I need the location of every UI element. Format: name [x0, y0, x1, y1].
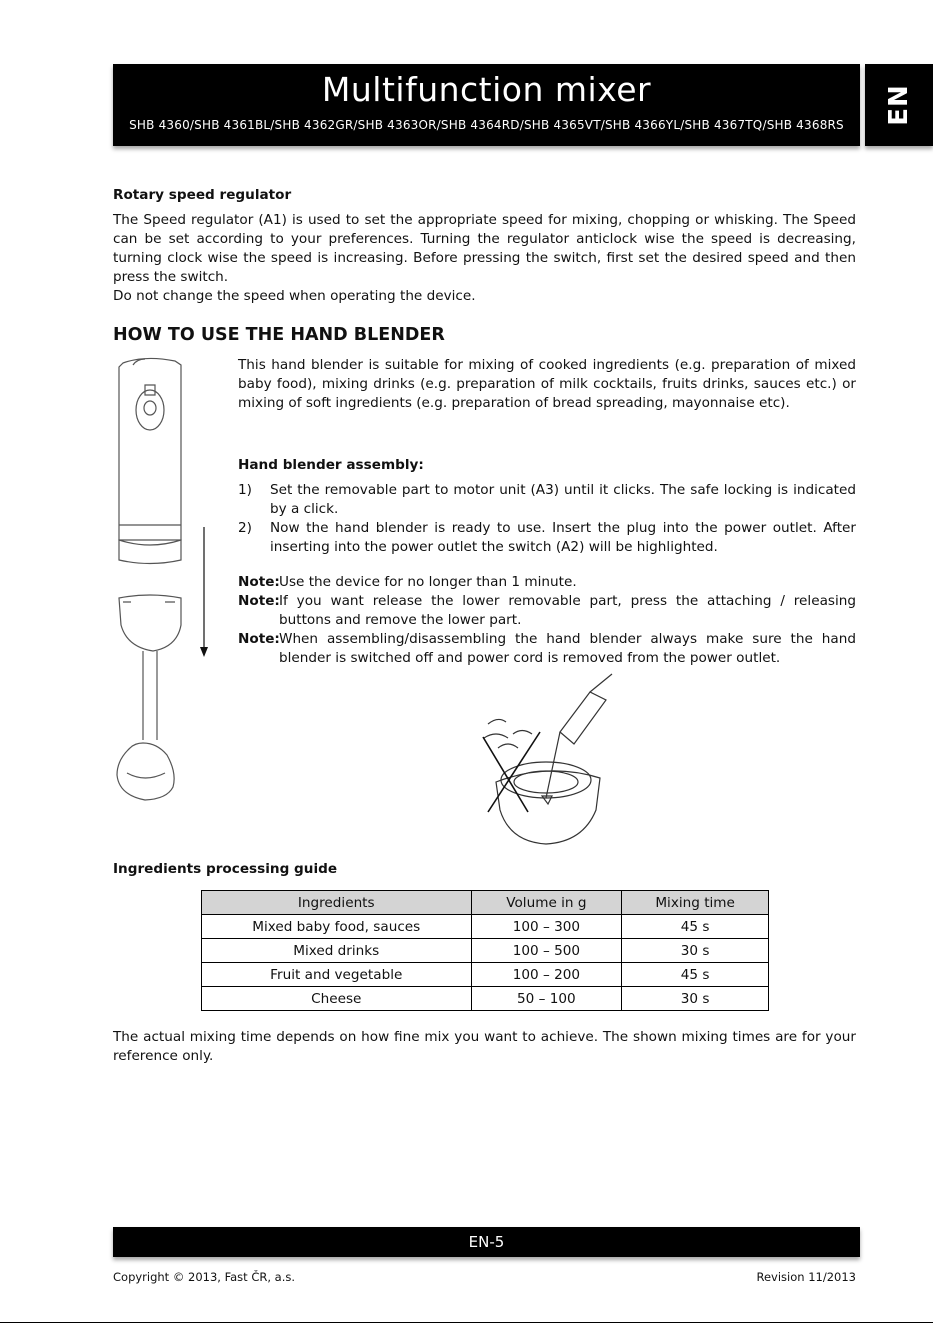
step-text: Set the removable part to motor unit (A3) until it clicks. The safe locking is indicated by a click. [270, 482, 856, 517]
copyright: Copyright © 2013, Fast ČR, a.s. [113, 1270, 296, 1284]
note-label: Note: [238, 593, 280, 609]
table-cell: 100 – 300 [471, 915, 622, 939]
table-row [202, 987, 769, 1011]
note-item [238, 630, 856, 668]
revision: Revision 11/2013 [756, 1270, 856, 1284]
note-label: Note: [238, 631, 280, 647]
assembly-heading: Hand blender assembly: [238, 457, 424, 473]
speed-warning: Do not change the speed when operating the device. [113, 288, 476, 304]
usage-intro: This hand blender is suitable for mixing of cooked ingredients (e.g. preparation of mixed baby food), mixing drinks (e.g. preparation of milk cocktails, fruits drinks, sauces etc.) or mixing of soft ingredients (e.g. preparation of bread spreading, mayonnaise etc). [238, 357, 856, 411]
table-cell: Mixed baby food, sauces [202, 915, 472, 939]
note-label: Note: [238, 574, 280, 590]
column-header: Ingredients [202, 891, 472, 915]
step-number: 1) [238, 482, 252, 498]
table-cell: 100 – 200 [471, 963, 622, 987]
table-cell: 30 s [622, 939, 769, 963]
hand-blender-illustration [105, 355, 215, 805]
notes [238, 573, 856, 668]
table-cell: 45 s [622, 915, 769, 939]
language-label: EN [884, 84, 914, 126]
column-header: Mixing time [622, 891, 769, 915]
list-item [238, 519, 856, 557]
guide-heading: Ingredients processing guide [113, 861, 338, 877]
language-tab [865, 64, 933, 146]
column-header: Volume in g [471, 891, 622, 915]
table-cell: Fruit and vegetable [202, 963, 472, 987]
page-number: EN-5 [468, 1233, 505, 1251]
page-title: Multifunction mixer [321, 70, 652, 109]
table-cell: Mixed drinks [202, 939, 472, 963]
table-cell: Cheese [202, 987, 472, 1011]
divider [0, 1322, 933, 1323]
step-text: Now the hand blender is ready to use. Insert the plug into the power outlet. After inserting into the power outlet the switch (A2) will be highlighted. [270, 520, 856, 555]
table-row [202, 939, 769, 963]
guide-footnote: The actual mixing time depends on how fine mix you want to achieve. The shown mixing times are for your reference only. [113, 1029, 856, 1064]
table-row [202, 963, 769, 987]
table-row [202, 915, 769, 939]
incorrect-use-illustration [478, 682, 628, 852]
note-item [238, 573, 856, 592]
table-cell: 50 – 100 [471, 987, 622, 1011]
note-text: When assembling/disassembling the hand blender always make sure the hand blender is switched off and power cord is removed from the power outlet. [279, 631, 856, 666]
note-text: Use the device for no longer than 1 minute. [279, 574, 577, 590]
list-item [238, 481, 856, 519]
ingredients-table [201, 890, 769, 1011]
table-cell: 100 – 500 [471, 939, 622, 963]
table-header-row [202, 891, 769, 915]
header-bar [113, 64, 860, 146]
page-number-bar [113, 1227, 860, 1257]
section-heading: HOW TO USE THE HAND BLENDER [113, 325, 445, 345]
speed-heading: Rotary speed regulator [113, 187, 292, 203]
note-item [238, 592, 856, 630]
model-list: SHB 4360/SHB 4361BL/SHB 4362GR/SHB 4363OR/SHB 4364RD/SHB 4365VT/SHB 4366YL/SHB 4367TQ/SHB 4368RS [129, 118, 844, 132]
note-text: If you want release the lower removable part, press the attaching / releasing buttons and remove the lower part. [279, 593, 856, 628]
speed-paragraph: The Speed regulator (A1) is used to set the appropriate speed for mixing, chopping or whisking. The Speed can be set according to your preferences. Turning the regulator anticlock wise the speed is decreasing, turning clock wise the speed is increasing. Before pressing the switch, first set the desired speed and then press the switch. [113, 212, 856, 285]
step-number: 2) [238, 520, 252, 536]
table-cell: 45 s [622, 963, 769, 987]
table-cell: 30 s [622, 987, 769, 1011]
assembly-steps [238, 481, 856, 557]
